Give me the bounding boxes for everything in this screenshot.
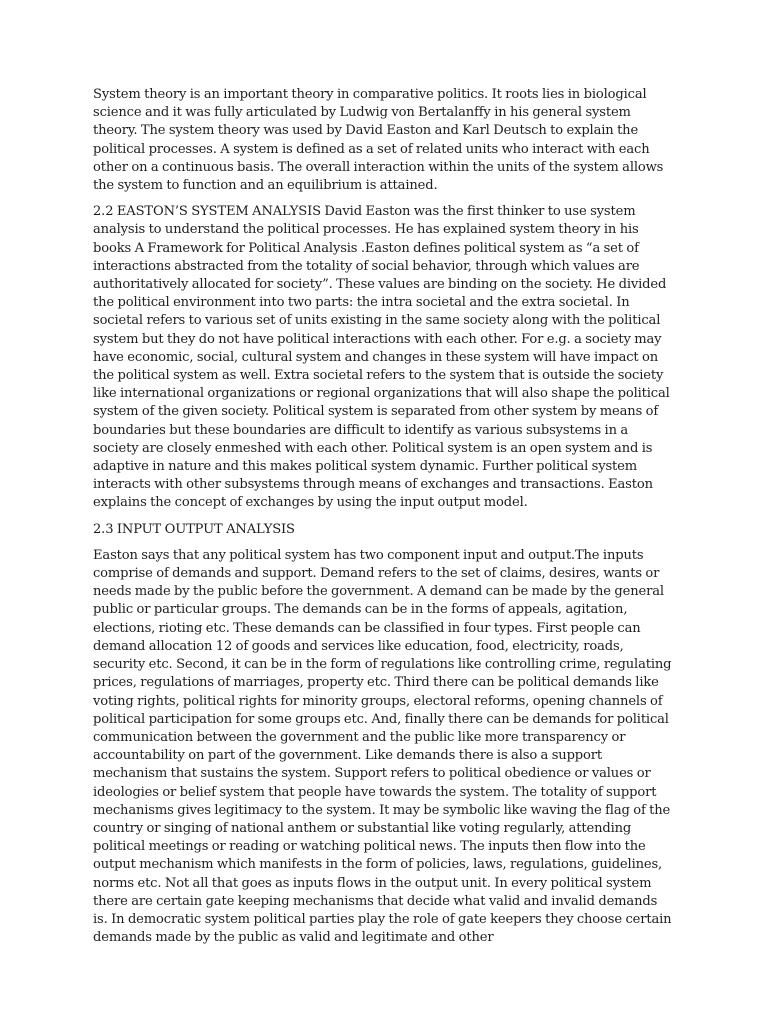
input-output-paragraph: Easton says that any political system has two component input and output.The inputs comprise of demands and support. Demand refers to the set of claims, desires, wants or needs made by the public before the government. A demand can be made by the general public or particular groups. The demands can be in the forms of appeals, agitation, elections, rioting etc. These demands can be classified in four types. First people can demand allocation 12 of goods and services like education, food, electricity, roads, security etc. Second, it can be in the form of regulations like controlling crime, regulating prices, regulations of marriages, property etc. Third there can be political demands like voting rights, political rights for minority groups, electoral reforms, opening channels of political participation for some groups etc. And, finally there can be demands for political communication between the government and the public like more transparency or accountability on part of the government. Like demands there is also a support mechanism that sustains the system. Support refers to political obedience or values or ideologies or belief system that people have towards the system. The totality of support mechanisms gives legitimacy to the system. It may be symbolic like waving the flag of the country or singing of national anthem or substantial like voting regularly, attending political meetings or reading or watching political news. The inputs then flow into the output mechanism which manifests in the form of policies, laws, regulations, guidelines, norms etc. Not all that goes as inputs flows in the output unit. In every political system there are certain gate keeping mechanisms that decide what valid and invalid demands is. In democratic system political parties play the role of gate keepers they choose certain demands made by the public as valid and legitimate and other [93,547,672,946]
easton-system-analysis-paragraph: 2.2 EASTON’S SYSTEM ANALYSIS David Easton was the first thinker to use system analysis to understand the political processes. He has explained system theory in his books A Framework for Political Analysis .Easton defines political system as “a set of interactions abstracted from the totality of social behavior, through which values are authoritatively allocated for society”. These values are binding on the society. He divided the political environment into two parts: the intra societal and the extra societal. In societal refers to various set of units existing in the same society along with the political system but they do not have political interactions with each other. For e.g. a society may have economic, social, cultural system and changes in these system will have impact on the political system as well. Extra societal refers to the system that is outside the society like international organizations or regional organizations that will also shape the political system of the given society. Political system is separated from other system by means of boundaries but these boundaries are difficult to identify as various subsystems in a society are closely enmeshed with each other. Political system is an open system and is adaptive in nature and this makes political system dynamic. Further political system interacts with other subsystems through means of exchanges and transactions. Easton explains the concept of exchanges by using the input output model. [93,204,670,511]
section-heading-input-output: 2.3 INPUT OUTPUT ANALYSIS [93,521,295,537]
intro-paragraph: System theory is an important theory in comparative politics. It roots lies in biological science and it was fully articulated by Ludwig von Bertalanffy in his general system theory. The system theory was used by David Easton and Karl Deutsch to explain the political processes. A system is defined as a set of related units who interact with each other on a continuous basis. The overall interaction within the units of the system allows the system to function and an equilibrium is attained. [93,87,664,194]
document-page [93,86,675,955]
